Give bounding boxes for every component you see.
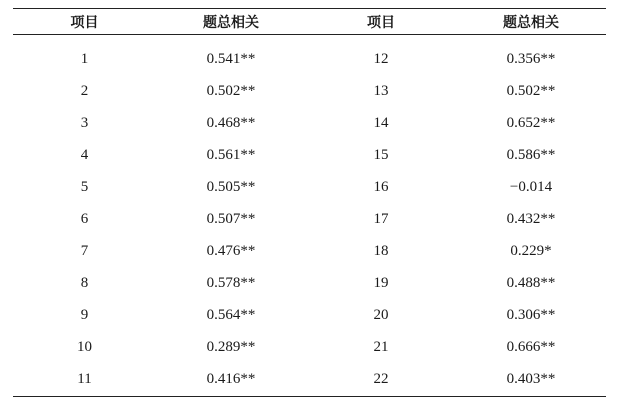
item-number-right: 16 [373,178,389,195]
correlation-value-left: 0.468** [206,114,256,131]
correlation-value-right: 0.432** [506,210,556,227]
table-row [13,235,606,267]
table-row [13,203,606,235]
correlation-value-left: 0.505** [206,178,256,195]
table-bottom-rule [13,396,606,397]
correlation-value-right: 0.652** [506,114,556,131]
table-row [13,43,606,75]
correlation-value-right: 0.356** [506,50,556,67]
correlation-value-right: 0.488** [506,274,556,291]
table-row [13,331,606,363]
item-number-right: 18 [373,242,389,259]
correlation-value-right: 0.229* [510,242,552,259]
correlation-value-left: 0.561** [206,146,256,163]
table-row [13,299,606,331]
table-row [13,171,606,203]
item-number-right: 20 [373,306,389,323]
header-item-left: 项目 [70,14,99,31]
item-number-right: 15 [373,146,389,163]
item-number-left: 11 [77,370,92,387]
item-number-right: 14 [373,114,389,131]
item-number-left: 1 [80,50,89,67]
table-row [13,107,606,139]
correlation-value-left: 0.502** [206,82,256,99]
item-number-right: 21 [373,338,389,355]
item-number-left: 5 [80,178,89,195]
item-number-right: 22 [373,370,389,387]
correlation-value-left: 0.476** [206,242,256,259]
correlation-value-left: 0.507** [206,210,256,227]
table-row [13,267,606,299]
item-number-right: 13 [373,82,389,99]
header-item-right: 项目 [367,14,395,31]
correlation-value-right: −0.014 [509,178,553,195]
item-number-right: 19 [373,274,389,291]
item-number-right: 17 [373,210,389,227]
correlation-value-right: 0.306** [506,306,556,323]
item-number-right: 12 [373,50,389,67]
item-number-left: 10 [77,338,92,355]
correlation-value-right: 0.586** [506,146,556,163]
item-number-left: 4 [80,146,89,163]
correlation-value-left: 0.289** [206,338,256,355]
item-number-left: 6 [80,210,89,227]
correlation-value-left: 0.541** [206,50,256,67]
header-correlation-right: 题总相关 [503,14,559,31]
correlation-value-left: 0.564** [206,306,256,323]
item-total-correlation-table [13,8,606,397]
correlation-value-right: 0.403** [506,370,556,387]
item-number-left: 2 [80,82,89,99]
item-number-left: 9 [80,306,89,323]
header-correlation-left: 题总相关 [203,14,259,31]
correlation-value-right: 0.502** [506,82,556,99]
table-row [13,363,606,395]
correlation-value-left: 0.578** [206,274,256,291]
table-body [13,35,606,396]
item-number-left: 7 [80,242,89,259]
table-row [13,139,606,171]
table-row [13,75,606,107]
correlation-value-left: 0.416** [206,370,256,387]
item-number-left: 8 [80,274,89,291]
table-header-row [13,9,606,34]
correlation-value-right: 0.666** [506,338,556,355]
item-number-left: 3 [80,114,89,131]
